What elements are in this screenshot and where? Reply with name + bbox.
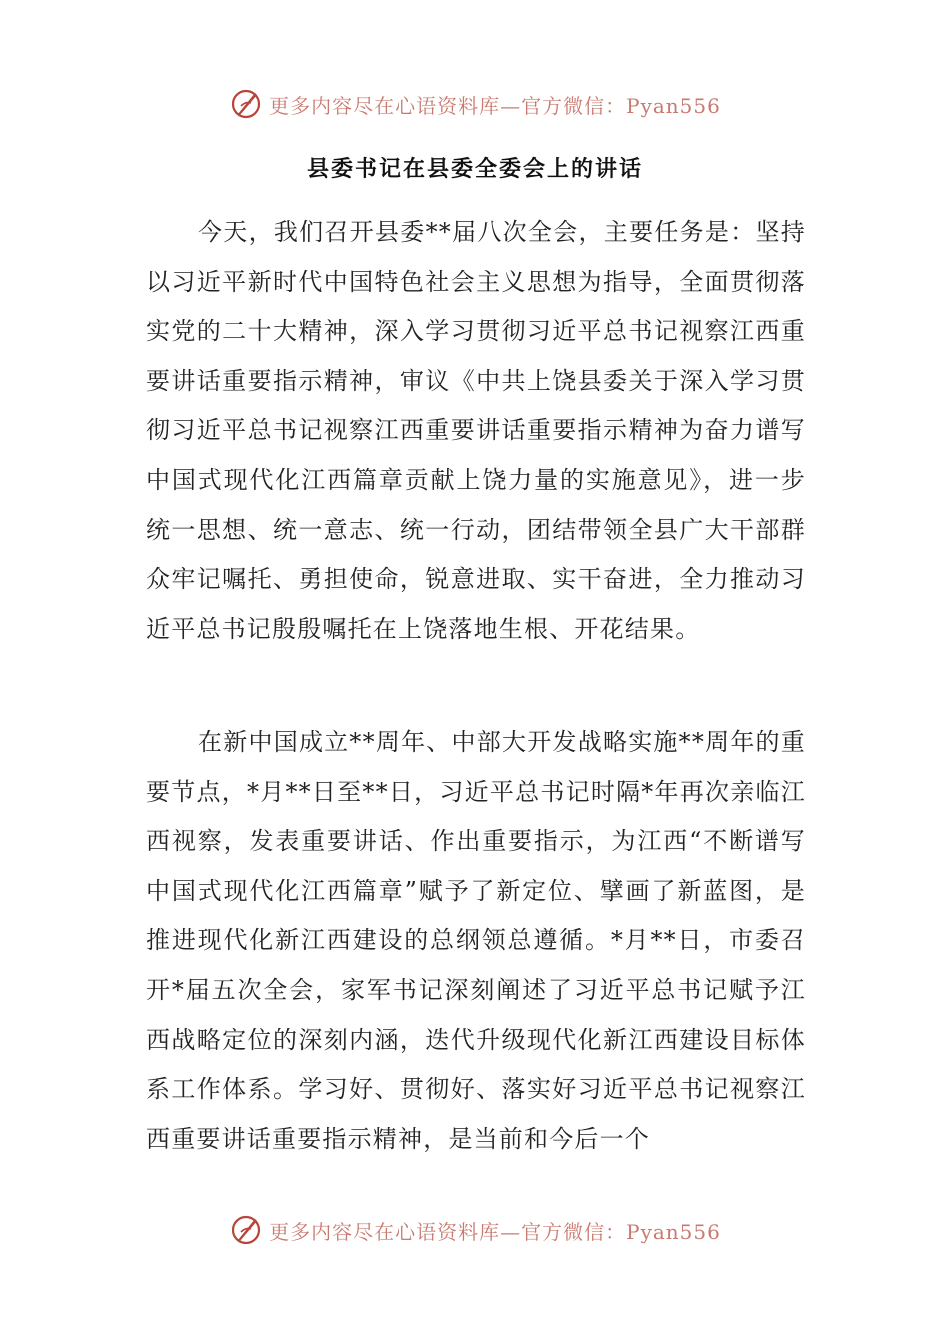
footer-banner-text: 更多内容尽在心语资料库—官方微信：Pyan556 xyxy=(269,1219,721,1244)
pen-quill-logo-icon xyxy=(229,87,263,121)
footer-banner xyxy=(0,1210,950,1250)
pen-quill-logo-icon xyxy=(229,1213,263,1247)
paragraph-1-block xyxy=(146,208,806,654)
paragraph-2-block xyxy=(146,718,806,1164)
header-banner xyxy=(0,84,950,124)
document-title: 县委书记在县委全委会上的讲话 xyxy=(306,156,643,182)
header-banner-text: 更多内容尽在心语资料库—官方微信：Pyan556 xyxy=(269,93,721,118)
paragraph: 在新中国成立**周年、中部大开发战略实施**周年的重要节点，*月**日至**日，习近平总书记时隔*年再次亲临江西视察，发表重要讲话、作出重要指示，为江西“不断谱写中国式现代化江西篇章”赋予了新定位、擘画了新蓝图，是推进现代化新江西建设的总纲领总遵循。*月**日，市委召开*届五次全会，家军书记深刻阐述了习近平总书记赋予江西战略定位的深刻内涵，迭代升级现代化新江西建设目标体系工作体系。学习好、贯彻好、落实好习近平总书记视察江西重要讲话重要指示精神，是当前和今后一个 xyxy=(146,728,806,1153)
paragraph: 今天，我们召开县委**届八次全会，主要任务是：坚持以习近平新时代中国特色社会主义思想为指导，全面贯彻落实党的二十大精神，深入学习贯彻习近平总书记视察江西重要讲话重要指示精神，审议《中共上饶县委关于深入学习贯彻习近平总书记视察江西重要讲话重要指示精神为奋力谱写中国式现代化江西篇章贡献上饶力量的实施意见》，进一步统一思想、统一意志、统一行动，团结带领全县广大干部群众牢记嘱托、勇担使命，锐意进取、实干奋进，全力推动习近平总书记殷殷嘱托在上饶落地生根、开花结果。 xyxy=(146,218,806,643)
